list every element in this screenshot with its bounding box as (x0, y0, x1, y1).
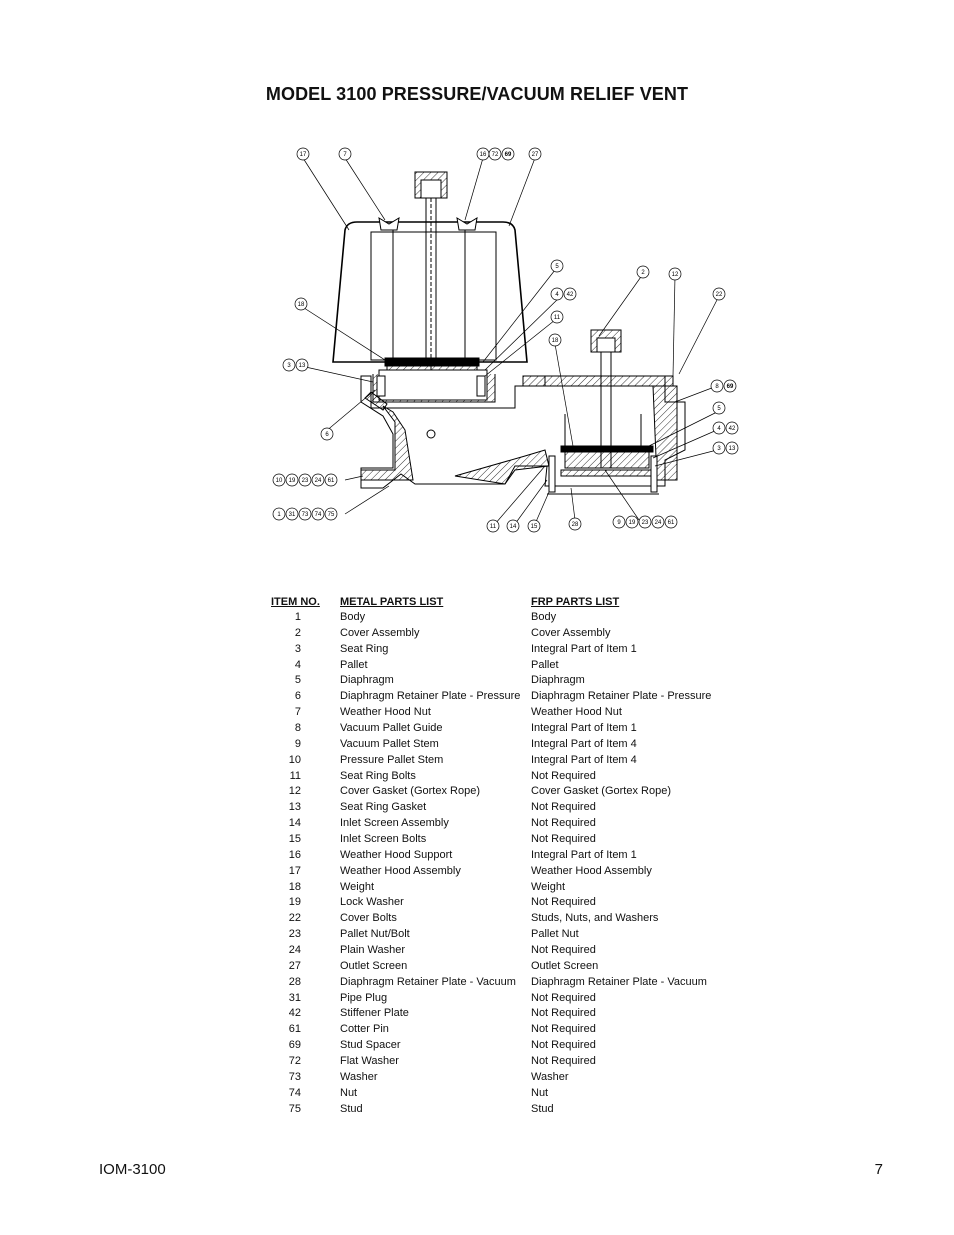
frp-part-cell: Integral Part of Item 4 (531, 737, 637, 750)
callout-18-right (549, 334, 561, 346)
svg-text:75: 75 (327, 512, 335, 518)
item-no-cell: 14 (288, 817, 301, 830)
metal-part-cell: Stud (340, 1102, 363, 1115)
metal-part-cell: Lock Washer (340, 896, 404, 909)
svg-text:42: 42 (728, 426, 736, 432)
callout-17 (297, 148, 309, 160)
metal-part-cell: Inlet Screen Bolts (340, 832, 427, 845)
callout-61-bottom (665, 516, 677, 528)
table-row (271, 990, 731, 1006)
svg-text:72: 72 (491, 152, 499, 158)
table-row (271, 783, 731, 799)
frp-part-cell: Not Required (531, 801, 596, 814)
metal-part-cell: Cover Assembly (340, 626, 420, 639)
svg-text:7: 7 (343, 152, 347, 158)
frp-part-cell: Weather Hood Nut (531, 706, 622, 719)
svg-text:19: 19 (628, 520, 636, 526)
item-no-cell: 5 (294, 674, 301, 687)
metal-part-cell: Vacuum Pallet Guide (340, 721, 443, 734)
table-row (271, 974, 731, 990)
frp-part-cell: Stud (531, 1102, 554, 1115)
frp-part-cell: Diaphragm (531, 674, 585, 687)
table-row (271, 1101, 731, 1117)
callout-23 (299, 474, 311, 486)
table-row (271, 688, 731, 704)
svg-text:61: 61 (327, 478, 335, 484)
metal-part-cell: Cotter Pin (340, 1023, 389, 1036)
item-no-cell: 9 (294, 737, 301, 750)
frp-part-cell: Integral Part of Item 1 (531, 642, 637, 655)
item-no-cell: 28 (288, 975, 301, 988)
callout-9 (613, 516, 625, 528)
callout-19-bottom (626, 516, 638, 528)
frp-part-cell: Weight (531, 880, 566, 893)
table-row (271, 879, 731, 895)
table-row (271, 1069, 731, 1085)
metal-part-cell: Diaphragm Retainer Plate - Vacuum (340, 975, 516, 988)
svg-text:23: 23 (301, 478, 309, 484)
svg-text:15: 15 (530, 524, 538, 530)
svg-text:24: 24 (654, 520, 662, 526)
item-no-cell: 18 (288, 880, 301, 893)
frp-part-cell: Not Required (531, 896, 596, 909)
metal-part-cell: Pallet (340, 658, 368, 671)
metal-part-cell: Outlet Screen (340, 959, 408, 972)
metal-part-cell: Washer (340, 1070, 378, 1083)
frp-part-cell: Integral Part of Item 1 (531, 848, 637, 861)
callout-10 (273, 474, 285, 486)
item-no-cell: 16 (288, 848, 301, 861)
svg-text:74: 74 (314, 512, 322, 518)
svg-text:31: 31 (288, 512, 296, 518)
svg-text:5: 5 (717, 406, 721, 412)
callout-24 (312, 474, 324, 486)
frp-part-cell: Body (531, 610, 557, 623)
metal-part-cell: Inlet Screen Assembly (340, 817, 449, 830)
svg-text:23: 23 (641, 520, 649, 526)
svg-text:13: 13 (298, 363, 306, 369)
frp-part-cell: Not Required (531, 1039, 596, 1052)
frp-part-cell: Integral Part of Item 1 (531, 721, 637, 734)
svg-text:61: 61 (667, 520, 675, 526)
parts-list-body (271, 609, 731, 1117)
metal-part-cell: Weather Hood Support (340, 848, 453, 861)
svg-text:3: 3 (717, 446, 721, 452)
callout-69 (502, 148, 514, 160)
metal-part-cell: Diaphragm (340, 674, 394, 687)
callout-73 (299, 508, 311, 520)
callout-42-right (726, 422, 738, 434)
item-no-cell: 15 (288, 832, 301, 845)
item-no-cell: 11 (289, 769, 301, 782)
table-row (271, 815, 731, 831)
callout-24-bottom (652, 516, 664, 528)
page-title: MODEL 3100 PRESSURE/VACUUM RELIEF VENT (265, 84, 689, 104)
table-row (271, 672, 731, 688)
item-no-cell: 12 (288, 785, 301, 798)
item-no-cell: 19 (288, 896, 301, 909)
metal-part-cell: Pallet Nut/Bolt (340, 928, 410, 941)
callout-23-bottom (639, 516, 651, 528)
metal-part-cell: Weather Hood Nut (340, 706, 431, 719)
svg-text:73: 73 (301, 512, 309, 518)
pipe-plug-hole (427, 430, 435, 438)
svg-text:17: 17 (299, 152, 307, 158)
frp-part-cell: Pallet (531, 658, 559, 671)
callout-22 (713, 288, 725, 300)
callout-28 (569, 518, 581, 530)
callout-3-right (713, 442, 725, 454)
metal-part-cell: Seat Ring (340, 642, 389, 655)
frp-part-cell: Not Required (531, 832, 596, 845)
callout-1 (273, 508, 285, 520)
svg-text:4: 4 (555, 292, 559, 298)
hood-inner-frame (371, 232, 496, 360)
item-no-header: ITEM NO. (271, 595, 320, 608)
item-no-cell: 69 (288, 1039, 301, 1052)
svg-text:18: 18 (297, 302, 305, 308)
callout-11 (551, 311, 563, 323)
metal-part-cell: Pressure Pallet Stem (340, 753, 444, 766)
frp-part-cell: Outlet Screen (531, 959, 599, 972)
callout-14 (507, 520, 519, 532)
metal-part-cell: Cover Gasket (Gortex Rope) (340, 785, 480, 798)
table-row (271, 720, 731, 736)
frp-part-cell: Integral Part of Item 4 (531, 753, 637, 766)
item-no-cell: 42 (288, 1007, 301, 1020)
svg-text:2: 2 (641, 270, 645, 276)
svg-text:11: 11 (553, 315, 561, 321)
table-row (271, 910, 731, 926)
callout-74 (312, 508, 324, 520)
callout-4-right (713, 422, 725, 434)
svg-text:24: 24 (314, 478, 322, 484)
item-no-cell: 7 (294, 706, 301, 719)
callout-42 (564, 288, 576, 300)
table-row (271, 1053, 731, 1069)
item-no-cell: 6 (294, 690, 301, 703)
table-row (271, 1021, 731, 1037)
table-row (271, 926, 731, 942)
callout-3 (283, 359, 295, 371)
frp-part-cell: Not Required (531, 1023, 596, 1036)
callout-2 (637, 266, 649, 278)
frp-part-cell: Cover Assembly (531, 626, 611, 639)
item-no-cell: 72 (288, 1054, 301, 1067)
callout-16 (477, 148, 489, 160)
svg-text:11: 11 (489, 524, 497, 530)
svg-text:19: 19 (288, 478, 296, 484)
callout-19 (286, 474, 298, 486)
metal-part-cell: Cover Bolts (340, 912, 397, 925)
frp-part-cell: Weather Hood Assembly (531, 864, 652, 877)
item-no-cell: 1 (294, 610, 301, 623)
metal-part-cell: Flat Washer (340, 1054, 399, 1067)
table-row (271, 942, 731, 958)
page-number: 7 (874, 1161, 883, 1178)
right-cover (523, 376, 673, 386)
frp-part-cell: Washer (531, 1070, 569, 1083)
parts-list-header (271, 594, 731, 609)
metal-part-cell: Vacuum Pallet Stem (340, 737, 439, 750)
wing-nut-right (457, 218, 477, 230)
frp-part-cell: Not Required (531, 1054, 596, 1067)
svg-text:9: 9 (617, 520, 621, 526)
callout-8 (711, 380, 723, 392)
metal-part-cell: Nut (340, 1086, 358, 1099)
table-row (271, 768, 731, 784)
table-row (271, 1085, 731, 1101)
svg-text:1: 1 (277, 512, 281, 518)
item-no-cell: 4 (294, 658, 301, 671)
frp-part-cell: Diaphragm Retainer Plate - Vacuum (531, 975, 707, 988)
metal-part-cell: Stud Spacer (340, 1039, 401, 1052)
svg-text:10: 10 (275, 478, 283, 484)
item-no-cell: 8 (294, 721, 301, 734)
item-no-cell: 61 (288, 1023, 301, 1036)
callout-72 (489, 148, 501, 160)
callout-27 (529, 148, 541, 160)
svg-text:5: 5 (555, 264, 559, 270)
svg-text:69: 69 (726, 384, 734, 390)
metal-part-cell: Weather Hood Assembly (340, 864, 461, 877)
svg-text:42: 42 (566, 292, 574, 298)
table-row (271, 657, 731, 673)
frp-part-cell: Not Required (531, 1007, 596, 1020)
item-no-cell: 23 (288, 928, 301, 941)
document-id: IOM-3100 (99, 1161, 166, 1178)
table-row (271, 1005, 731, 1021)
callout-7 (339, 148, 351, 160)
metal-part-cell: Diaphragm Retainer Plate - Pressure (340, 690, 521, 703)
item-no-cell: 3 (294, 642, 301, 655)
metal-part-cell: Seat Ring Gasket (340, 801, 427, 814)
table-row (271, 894, 731, 910)
callout-4 (551, 288, 563, 300)
item-no-cell: 73 (288, 1070, 301, 1083)
item-no-cell: 27 (288, 959, 301, 972)
svg-text:28: 28 (571, 522, 579, 528)
metal-part-cell: Pipe Plug (340, 991, 388, 1004)
vacuum-pallet (561, 446, 653, 452)
svg-text:13: 13 (728, 446, 736, 452)
callout-12 (669, 268, 681, 280)
item-no-cell: 17 (288, 864, 301, 877)
callout-6 (321, 428, 333, 440)
callout-18 (295, 298, 307, 310)
table-row (271, 1037, 731, 1053)
svg-text:22: 22 (715, 292, 723, 298)
metal-parts-header: METAL PARTS LIST (340, 595, 444, 608)
callout-31 (286, 508, 298, 520)
callout-13-right (726, 442, 738, 454)
callout-69-right (724, 380, 736, 392)
frp-part-cell: Not Required (531, 817, 596, 830)
metal-part-cell: Weight (340, 880, 375, 893)
svg-text:27: 27 (531, 152, 539, 158)
frp-part-cell: Studs, Nuts, and Washers (531, 912, 659, 925)
frp-part-cell: Cover Gasket (Gortex Rope) (531, 785, 671, 798)
metal-part-cell: Stiffener Plate (340, 1007, 409, 1020)
table-row (271, 704, 731, 720)
svg-text:4: 4 (717, 426, 721, 432)
table-row (271, 831, 731, 847)
frp-part-cell: Nut (531, 1086, 549, 1099)
svg-text:16: 16 (479, 152, 487, 158)
table-row (271, 863, 731, 879)
item-no-cell: 13 (288, 801, 301, 814)
weather-hood-shape (333, 222, 527, 362)
relief-vent-diagram (265, 140, 745, 540)
svg-text:18: 18 (551, 338, 559, 344)
callout-5 (551, 260, 563, 272)
parts-list-table (271, 594, 731, 1117)
metal-part-cell: Seat Ring Bolts (340, 769, 416, 782)
frp-part-cell: Not Required (531, 769, 596, 782)
callout-5-right (713, 402, 725, 414)
frp-part-cell: Not Required (531, 991, 596, 1004)
metal-part-cell: Body (340, 610, 366, 623)
svg-text:12: 12 (671, 272, 679, 278)
table-row (271, 799, 731, 815)
callout-75 (325, 508, 337, 520)
svg-text:14: 14 (509, 524, 517, 530)
svg-text:69: 69 (504, 152, 512, 158)
table-row (271, 609, 731, 625)
table-row (271, 958, 731, 974)
callout-61 (325, 474, 337, 486)
frp-part-cell: Not Required (531, 943, 596, 956)
item-no-cell: 22 (288, 912, 301, 925)
item-no-cell: 2 (294, 626, 301, 639)
table-row (271, 736, 731, 752)
callout-11-bottom (487, 520, 499, 532)
callout-15 (528, 520, 540, 532)
frp-parts-header: FRP PARTS LIST (531, 595, 620, 608)
frp-part-cell: Pallet Nut (531, 928, 579, 941)
table-row (271, 847, 731, 863)
item-no-cell: 31 (288, 991, 301, 1004)
metal-part-cell: Plain Washer (340, 943, 406, 956)
table-row (271, 625, 731, 641)
callout-13 (296, 359, 308, 371)
table-row (271, 752, 731, 768)
item-no-cell: 10 (288, 753, 301, 766)
item-no-cell: 75 (288, 1102, 301, 1115)
table-row (271, 641, 731, 657)
pressure-pallet (385, 358, 479, 366)
wing-nut-left (379, 218, 399, 230)
item-no-cell: 24 (288, 943, 301, 956)
item-no-cell: 74 (288, 1086, 301, 1099)
svg-text:3: 3 (287, 363, 291, 369)
svg-text:6: 6 (325, 432, 329, 438)
frp-part-cell: Diaphragm Retainer Plate - Pressure (531, 690, 712, 703)
svg-text:8: 8 (715, 384, 719, 390)
